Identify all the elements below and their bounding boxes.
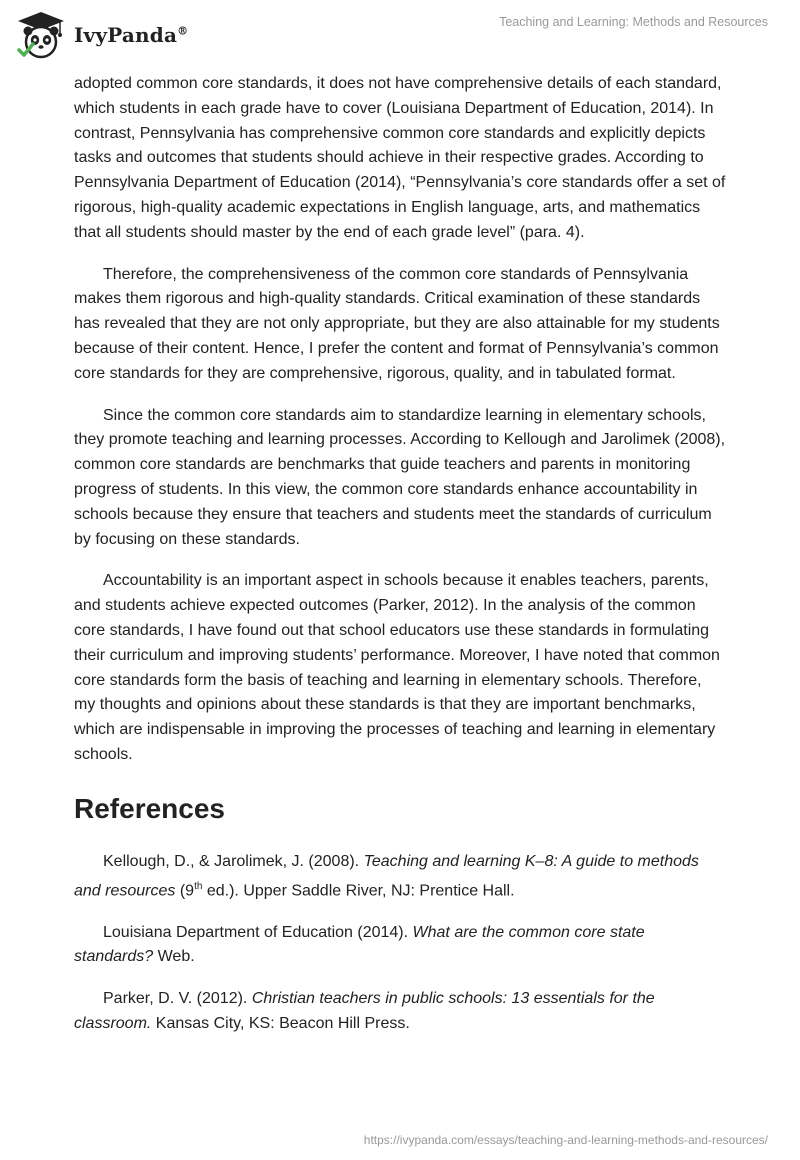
- document-title: Teaching and Learning: Methods and Resources: [499, 15, 768, 29]
- references-heading: References: [74, 792, 225, 824]
- page-header: [0, 0, 800, 70]
- reference-entry: Parker, D. V. (2012). Christian teachers in public schools: 13 essentials for the classroom. Kansas City, KS: Beacon Hill Press.: [74, 990, 655, 1033]
- panda-graduate-icon: [14, 10, 68, 60]
- essay-content: [74, 72, 726, 1054]
- trademark-mark: ®: [177, 24, 189, 38]
- source-url-link[interactable]: https://ivypanda.com/essays/teaching-and-learning-methods-and-resources/: [363, 1133, 768, 1147]
- reference-title: Christian teachers in public schools: 13 essentials for the classroom.: [74, 990, 655, 1033]
- ivypanda-logo[interactable]: [14, 10, 188, 60]
- brand-name: IvyPanda®: [74, 23, 189, 47]
- reference-title: Teaching and learning K–8: A guide to methods and resources: [74, 852, 699, 899]
- body-paragraph: Therefore, the comprehensiveness of the common core standards of Pennsylvania makes them rigorous and high-quality standards. Critical examination of these standards has revealed that they are not only appropriate, but they are also attainable for my students because of their content. Hence, I prefer the content and format of Pennsylvania’s common core standards for they are comprehensive, rigorous, quality, and in tabulated format.: [74, 265, 720, 382]
- reference-title: What are the common core state standards?: [74, 923, 645, 966]
- body-paragraph: adopted common core standards, it does not have comprehensive details of each standard, which students in each grade have to cover (Louisiana Department of Education, 2014). In contrast, Pennsylvania has comprehensive common core standards and explicitly depicts tasks and outcomes that students should achieve in their respective grades. According to Pennsylvania Department of Education (2014), “Pennsylvania’s core standards offer a set of rigorous, high-quality academic expectations in English language, arts, and mathematics that all students should master by the end of each grade level” (para. 4).: [74, 75, 726, 241]
- body-paragraph: Since the common core standards aim to standardize learning in elementary schools, they promote teaching and learning processes. According to Kellough and Jarolimek (2008), common core standards are benchmarks that guide teachers and parents in monitoring progress of students. In this view, the common core standards enhance accountability in schools because they ensure that teachers and students meet the standards of curriculum by focusing on these standards.: [74, 406, 726, 548]
- reference-entry: Kellough, D., & Jarolimek, J. (2008). Teaching and learning K–8: A guide to methods and resources (9th ed.). Upper Saddle River, NJ: Prentice Hall.: [74, 852, 699, 899]
- reference-entry: Louisiana Department of Education (2014). What are the common core state standards? Web.: [74, 923, 645, 966]
- body-paragraph: Accountability is an important aspect in schools because it enables teachers, parents, and students achieve expected outcomes (Parker, 2012). In the analysis of the common core standards, I have found out that school educators use these standards in formulating their curriculum and improving students’ performance. Moreover, I have noted that common core standards form the basis of teaching and learning in elementary schools. Therefore, my thoughts and opinions about these standards is that they are important benchmarks, which are indispensable in improving the processes of teaching and learning in elementary schools.: [74, 572, 720, 763]
